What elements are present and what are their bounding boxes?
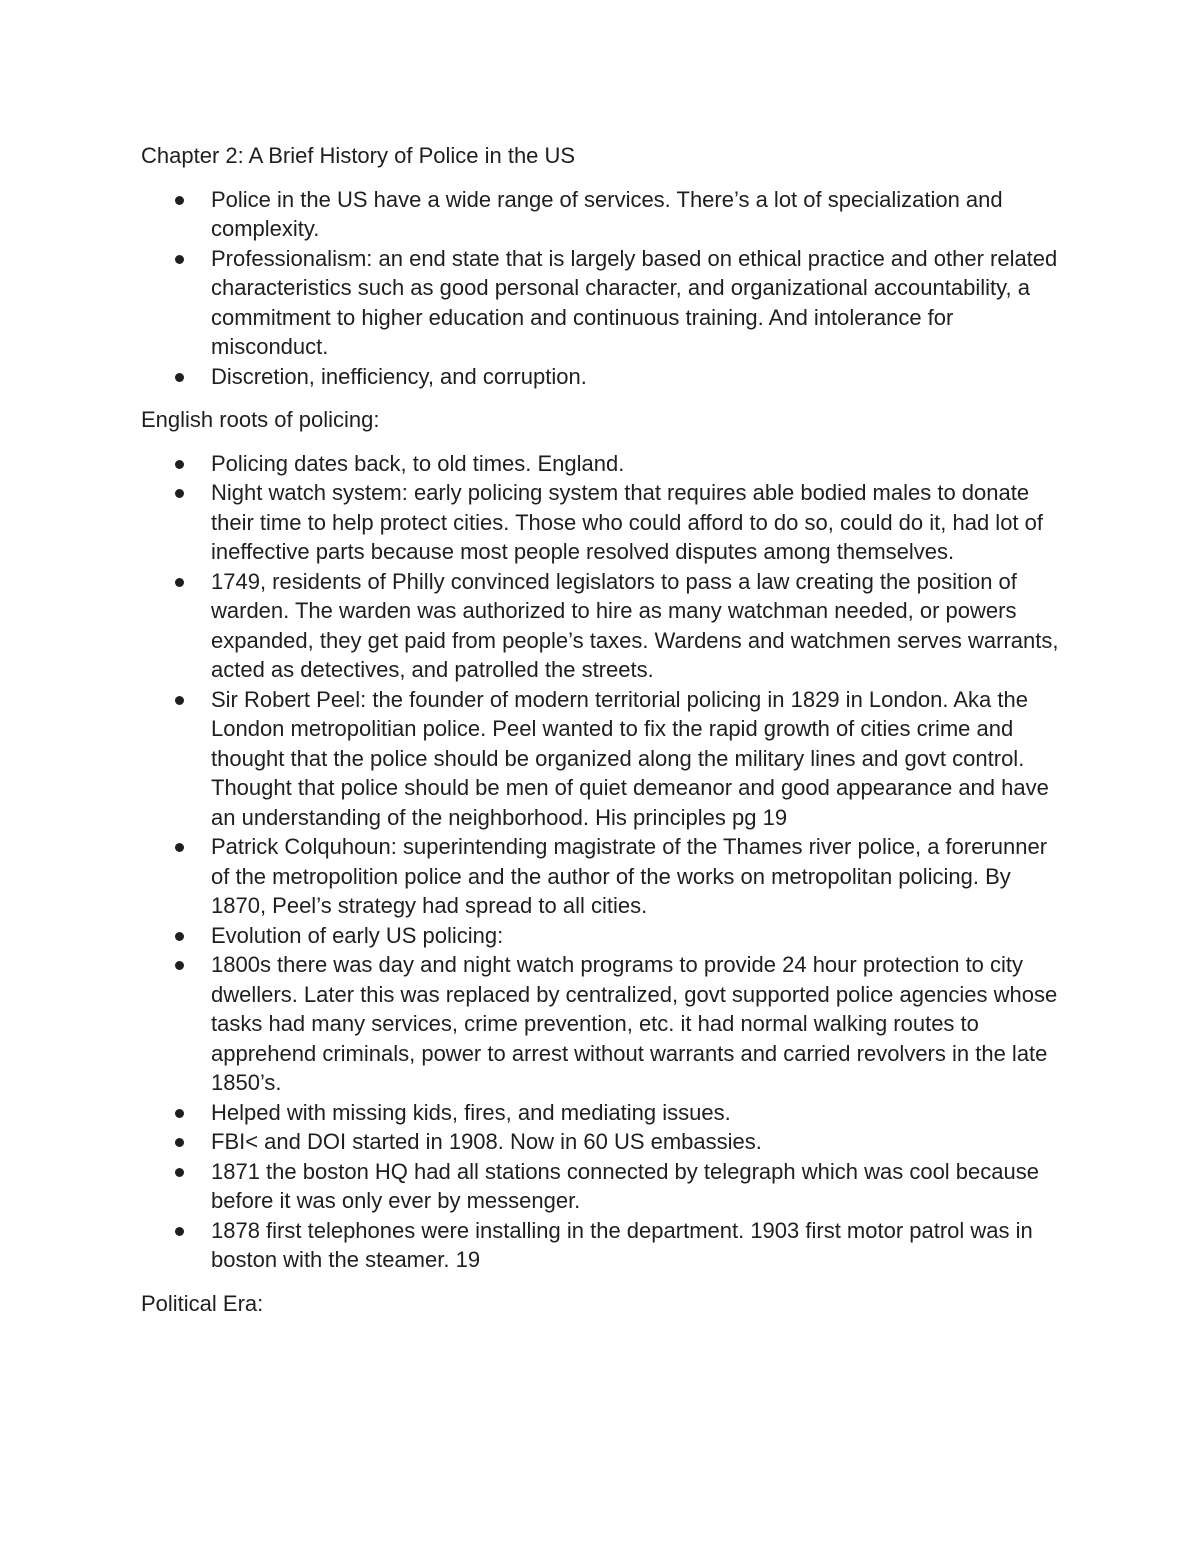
bullet-dot-icon [175,255,184,264]
list-item: Evolution of early US policing: [141,921,1071,951]
bullet-dot-icon [175,578,184,587]
list-item: Professionalism: an end state that is largely based on ethical practice and other related characteristics such as good personal character, and organizational accountability, a commitment to higher education and continuous training. And intolerance for misconduct. [141,244,1071,362]
chapter-bullet-list [141,185,1071,392]
list-item: 1878 first telephones were installing in the department. 1903 first motor patrol was in boston with the steamer. 19 [141,1216,1071,1275]
bullet-dot-icon [175,373,184,382]
bullet-dot-icon [175,460,184,469]
document-page [141,141,1071,1318]
bullet-dot-icon [175,1109,184,1118]
english-roots-bullet-list [141,449,1071,1275]
list-item: Discretion, inefficiency, and corruption. [141,362,1071,392]
list-item: Policing dates back, to old times. England. [141,449,1071,479]
bullet-dot-icon [175,1227,184,1236]
list-item: Patrick Colquhoun: superintending magistrate of the Thames river police, a forerunner of the metropolition police and the author of the works on metropolitan policing. By 1870, Peel’s strategy had spread to all cities. [141,832,1071,921]
list-item: Sir Robert Peel: the founder of modern territorial policing in 1829 in London. Aka the London metropolitian police. Peel wanted to fix the rapid growth of cities crime and thought that the police should be organized along the military lines and govt control. Thought that police should be men of quiet demeanor and good appearance and have an understanding of the neighborhood. His principles pg 19 [141,685,1071,833]
list-item: FBI< and DOI started in 1908. Now in 60 US embassies. [141,1127,1071,1157]
bullet-dot-icon [175,196,184,205]
list-item: Police in the US have a wide range of services. There’s a lot of specialization and complexity. [141,185,1071,244]
list-item: Helped with missing kids, fires, and mediating issues. [141,1098,1071,1128]
bullet-dot-icon [175,1168,184,1177]
bullet-dot-icon [175,696,184,705]
bullet-dot-icon [175,489,184,498]
chapter-title: Chapter 2: A Brief History of Police in the US [141,143,576,168]
bullet-dot-icon [175,961,184,970]
bullet-dot-icon [175,932,184,941]
list-item: Night watch system: early policing system that requires able bodied males to donate their time to help protect cities. Those who could afford to do so, could do it, had lot of ineffective parts because most people resolved disputes among themselves. [141,478,1071,567]
section-heading-english-roots: English roots of policing: [141,407,380,432]
list-item: 1800s there was day and night watch programs to provide 24 hour protection to city dwellers. Later this was replaced by centralized, govt supported police agencies whose tasks had many services, crime prevention, etc. it had normal walking routes to apprehend criminals, power to arrest without warrants and carried revolvers in the late 1850’s. [141,950,1071,1098]
section-heading-political-era: Political Era: [141,1290,264,1316]
bullet-dot-icon [175,1138,184,1147]
bullet-dot-icon [175,843,184,852]
list-item: 1749, residents of Philly convinced legislators to pass a law creating the position of warden. The warden was authorized to hire as many watchman needed, or powers expanded, they get paid from people’s taxes. Wardens and watchmen serves warrants, acted as detectives, and patrolled the streets. [141,567,1071,685]
list-item: 1871 the boston HQ had all stations connected by telegraph which was cool because before it was only ever by messenger. [141,1157,1071,1216]
